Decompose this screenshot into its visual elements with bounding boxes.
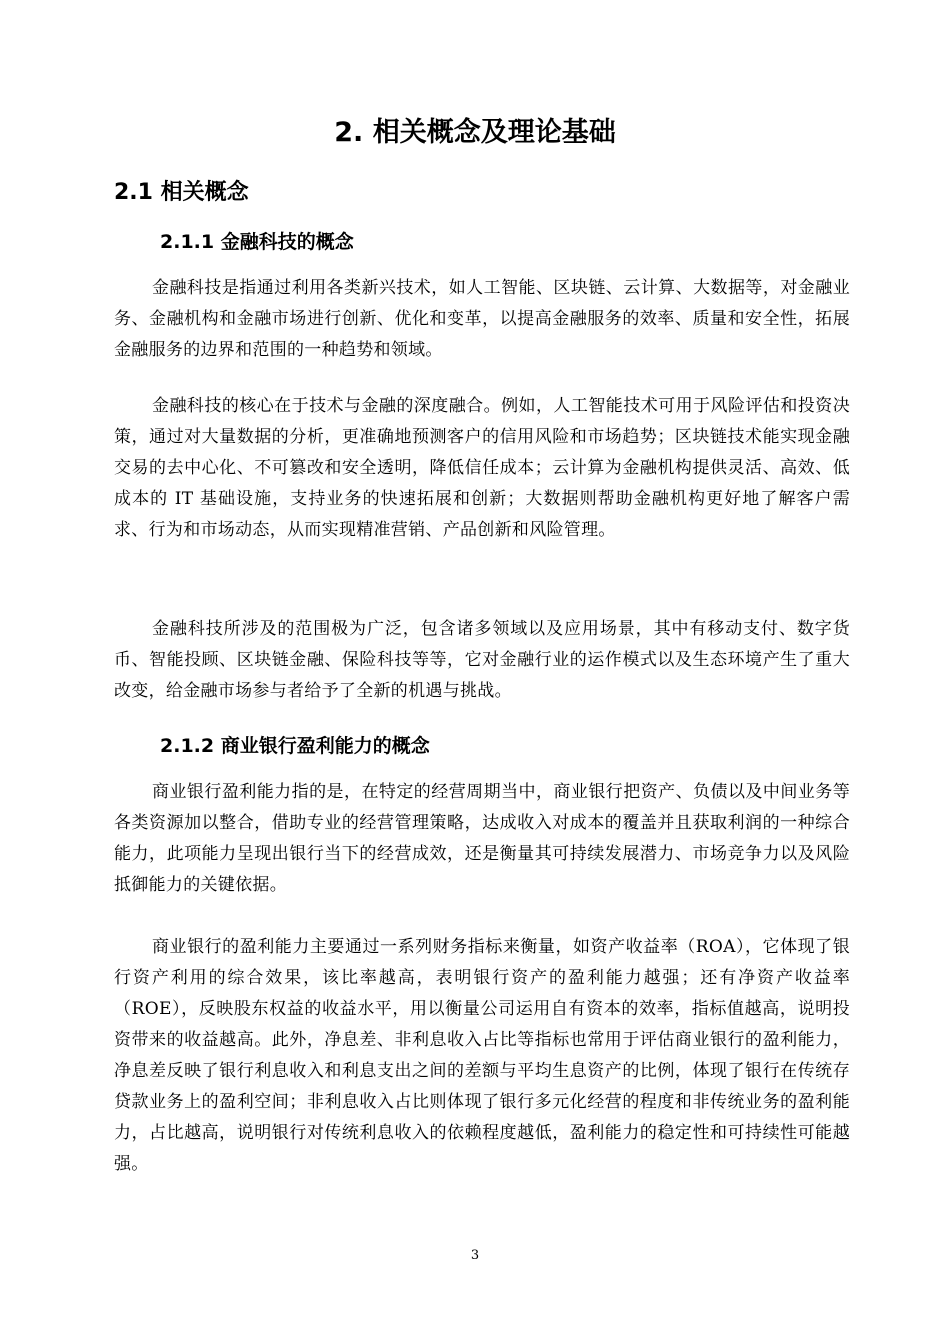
section-title: 2.1 相关概念 <box>114 180 249 205</box>
paragraph: 商业银行盈利能力指的是，在特定的经营周期当中，商业银行把资产、负债以及中间业务等各类资源加以整合，借助专业的经营管理策略，达成收入对成本的覆盖并且获取利润的一种综合能力，此项能力呈现出银行当下的经营成效，还是衡量其可持续发展潜力、市场竞争力以及风险抵御能力的关键依据。 <box>114 782 850 895</box>
page-number: 3 <box>470 1248 480 1263</box>
chapter-title: 2. 相关概念及理论基础 <box>334 117 616 148</box>
paragraph: 金融科技是指通过利用各类新兴技术，如人工智能、区块链、云计算、大数据等，对金融业务、金融机构和金融市场进行创新、优化和变革，以提高金融服务的效率、质量和安全性，拓展金融服务的边界和范围的一种趋势和领域。 <box>114 278 850 360</box>
subsection-title-bank-profitability: 2.1.2 商业银行盈利能力的概念 <box>160 735 430 757</box>
subsection-title-fintech: 2.1.1 金融科技的概念 <box>160 231 354 253</box>
paragraph: 金融科技的核心在于技术与金融的深度融合。例如，人工智能技术可用于风险评估和投资决策，通过对大量数据的分析，更准确地预测客户的信用风险和市场趋势；区块链技术能实现金融交易的去中心化、不可篡改和安全透明，降低信任成本；云计算为金融机构提供灵活、高效、低成本的 IT 基础设施，支持业务的快速拓展和创新；大数据则帮助金融机构更好地了解客户需求、行为和市场动态，从而实现精准营销、产品创新和风险管理。 <box>114 396 850 540</box>
paragraph: 金融科技所涉及的范围极为广泛，包含诸多领域以及应用场景，其中有移动支付、数字货币、智能投顾、区块链金融、保险科技等等，它对金融行业的运作模式以及生态环境产生了重大改变，给金融市场参与者给予了全新的机遇与挑战。 <box>114 619 850 701</box>
paragraph: 商业银行的盈利能力主要通过一系列财务指标来衡量，如资产收益率（ROA），它体现了银行资产利用的综合效果，该比率越高，表明银行资产的盈利能力越强；还有净资产收益率（ROE），反映股东权益的收益水平，用以衡量公司运用自有资本的效率，指标值越高，说明投资带来的收益越高。此外，净息差、非利息收入占比等指标也常用于评估商业银行的盈利能力，净息差反映了银行利息收入和利息支出之间的差额与平均生息资产的比例，体现了银行在传统存贷款业务上的盈利空间；非利息收入占比则体现了银行多元化经营的程度和非传统业务的盈利能力，占比越高，说明银行对传统利息收入的依赖程度越低，盈利能力的稳定性和可持续性可能越强。 <box>114 937 850 1174</box>
